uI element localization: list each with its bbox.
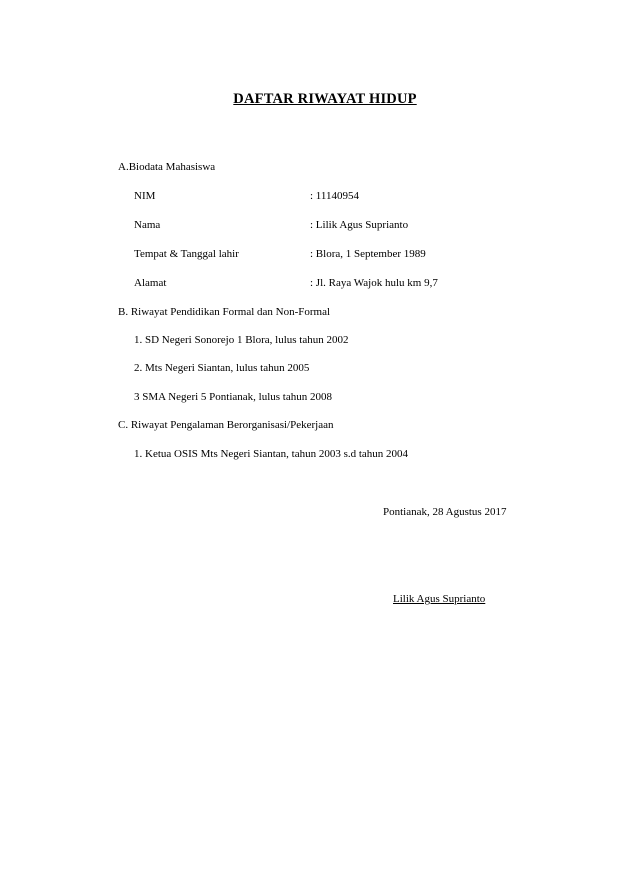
education-item: 2. Mts Negeri Siantan, lulus tahun 2005	[134, 362, 310, 374]
experience-item: 1. Ketua OSIS Mts Negeri Siantan, tahun 2003 s.d tahun 2004	[134, 448, 409, 460]
signature-name: Lilik Agus Suprianto	[393, 593, 486, 605]
section-b-heading: B. Riwayat Pendidikan Formal dan Non-Formal	[118, 306, 331, 318]
document-title: DAFTAR RIWAYAT HIDUP	[233, 91, 417, 107]
ttl-value: : Blora, 1 September 1989	[310, 248, 426, 260]
section-c-heading: C. Riwayat Pengalaman Berorganisasi/Pekerjaan	[118, 419, 334, 431]
nama-label: Nama	[134, 219, 161, 231]
nim-label: NIM	[134, 190, 156, 202]
education-item: 1. SD Negeri Sonorejo 1 Blora, lulus tahun 2002	[134, 334, 349, 346]
nama-value: : Lilik Agus Suprianto	[310, 219, 409, 231]
alamat-label: Alamat	[134, 277, 167, 289]
nim-value: : 11140954	[310, 190, 359, 202]
section-a-heading: A.Biodata Mahasiswa	[118, 161, 216, 173]
ttl-label: Tempat & Tanggal lahir	[134, 248, 239, 260]
place-date: Pontianak, 28 Agustus 2017	[383, 506, 507, 518]
education-item: 3 SMA Negeri 5 Pontianak, lulus tahun 2008	[134, 391, 332, 403]
alamat-value: : Jl. Raya Wajok hulu km 9,7	[310, 277, 438, 289]
